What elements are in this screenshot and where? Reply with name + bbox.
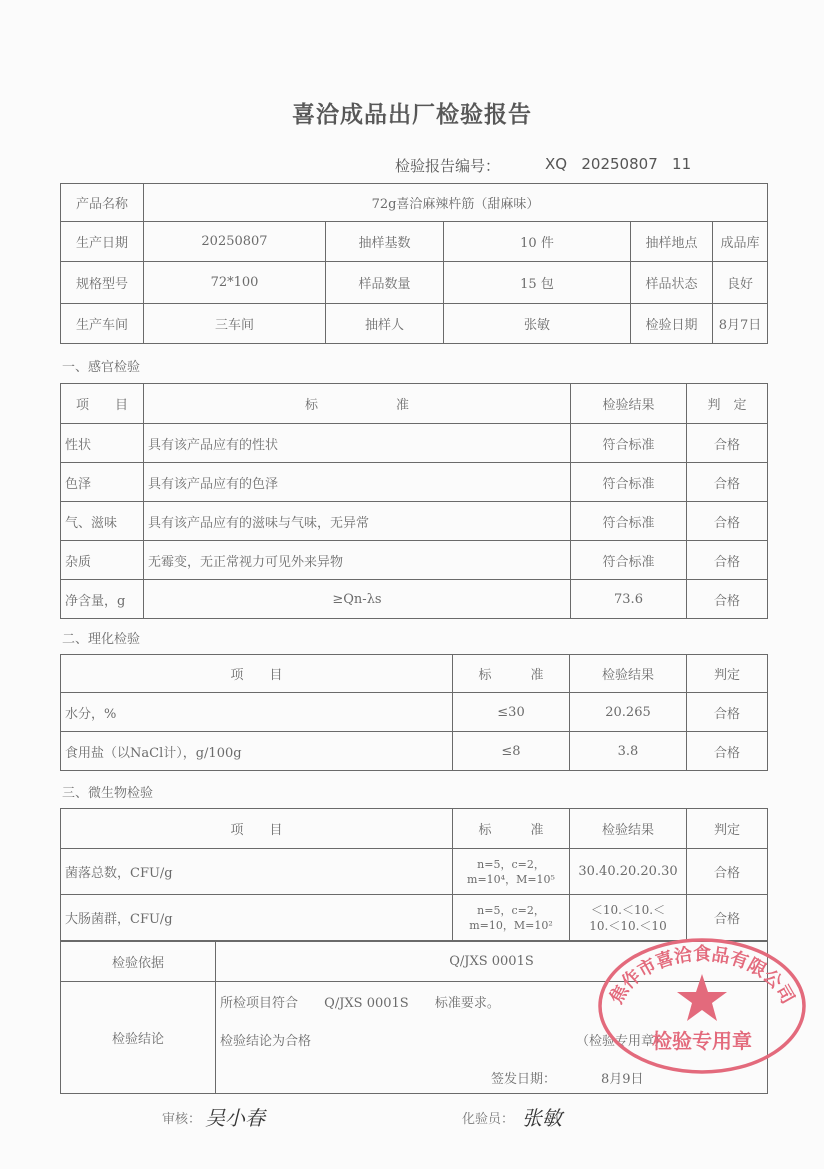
table-row <box>61 580 768 619</box>
sensory-standard: 具有该产品应有的滋味与气味，无异常 <box>144 502 571 541</box>
physchem-standard: ≤8 <box>453 732 570 771</box>
prod-date-value: 20250807 <box>144 222 326 262</box>
micro-result-line1: ＜10.＜10.＜ <box>590 902 666 917</box>
inspector-signature: 张敏 <box>522 1106 562 1130</box>
sensory-header-item: 项 目 <box>61 384 144 424</box>
sampler-label: 抽样人 <box>326 304 444 344</box>
sensory-judge: 合格 <box>687 463 768 502</box>
reviewer-label: 审核： <box>162 1112 202 1127</box>
micro-header-item: 项 目 <box>61 809 453 849</box>
report-number-label: 检验报告编号： <box>395 157 501 175</box>
sample-place-label: 抽样地点 <box>631 222 713 262</box>
report-number-value: XQ 20250807 11 <box>545 155 692 173</box>
inspector-label: 化验员： <box>462 1112 515 1127</box>
physchem-item: 水分，% <box>61 693 453 732</box>
conclusion-line1-a: 所检项目符合 <box>220 996 299 1011</box>
sample-place-value: 成品库 <box>713 222 768 262</box>
sensory-judge: 合格 <box>687 424 768 463</box>
physchem-standard: ≤30 <box>453 693 570 732</box>
physchem-section-title: 二、理化检验 <box>62 632 141 647</box>
sensory-judge: 合格 <box>687 502 768 541</box>
table-row <box>61 895 768 941</box>
conclusion-line1-b: Q/JXS 0001S <box>324 996 409 1011</box>
issue-date-value: 8月9日 <box>601 1072 644 1087</box>
sensory-header-standard: 标 准 <box>144 384 571 424</box>
micro-item: 大肠菌群，CFU/g <box>61 895 453 941</box>
sensory-header-result: 检验结果 <box>571 384 687 424</box>
sample-qty-value: 15 包 <box>444 262 631 304</box>
conclusion-line2: 检验结论为合格 <box>220 1034 312 1049</box>
product-name-value: 72g喜洽麻辣杵筋（甜麻味） <box>144 184 768 222</box>
issue-date-label: 签发日期： <box>491 1072 557 1087</box>
inspect-date-value: 8月7日 <box>713 304 768 344</box>
sensory-result: 73.6 <box>571 580 687 619</box>
table-row <box>61 541 768 580</box>
workshop-label: 生产车间 <box>61 304 144 344</box>
seal-note: （检验专用章） <box>576 1034 668 1049</box>
spec-label: 规格型号 <box>61 262 144 304</box>
product-info-table <box>60 183 768 344</box>
micro-judge: 合格 <box>687 849 768 895</box>
prod-date-label: 生产日期 <box>61 222 144 262</box>
physchem-judge: 合格 <box>687 732 768 771</box>
sample-state-label: 样品状态 <box>631 262 713 304</box>
micro-standard <box>453 849 570 895</box>
sensory-standard: 具有该产品应有的性状 <box>144 424 571 463</box>
basis-value: Q/JXS 0001S <box>216 942 768 982</box>
physchem-header-result: 检验结果 <box>570 655 687 693</box>
table-row <box>61 502 768 541</box>
sensory-judge: 合格 <box>687 580 768 619</box>
physchem-result: 20.265 <box>570 693 687 732</box>
micro-header-judge: 判定 <box>687 809 768 849</box>
micro-table <box>60 808 768 941</box>
company-seal <box>596 936 808 1076</box>
report-title: 喜洽成品出厂检验报告 <box>292 102 532 128</box>
report-number <box>395 155 692 176</box>
micro-section-title: 三、微生物检验 <box>62 786 154 801</box>
sample-base-label: 抽样基数 <box>326 222 444 262</box>
conclusion-line1-c: 标准要求。 <box>434 996 500 1011</box>
sensory-standard: ≥Qn-λs <box>144 580 571 619</box>
micro-header-result: 检验结果 <box>570 809 687 849</box>
sensory-item: 气、滋味 <box>61 502 144 541</box>
sensory-item: 色泽 <box>61 463 144 502</box>
sensory-item: 杂质 <box>61 541 144 580</box>
micro-judge: 合格 <box>687 895 768 941</box>
micro-result <box>570 849 687 895</box>
seal-star-icon <box>677 974 727 1021</box>
physchem-judge: 合格 <box>687 693 768 732</box>
physchem-item: 食用盐（以NaCl计），g/100g <box>61 732 453 771</box>
sensory-judge: 合格 <box>687 541 768 580</box>
product-name-label: 产品名称 <box>61 184 144 222</box>
micro-result <box>570 895 687 941</box>
micro-result-line2: 10.＜10.＜10 <box>589 918 667 933</box>
table-row <box>61 732 768 771</box>
physchem-result: 3.8 <box>570 732 687 771</box>
physchem-table <box>60 654 768 771</box>
table-row <box>61 693 768 732</box>
reviewer-signature: 吴小春 <box>205 1106 265 1130</box>
sensory-standard: 无霉变，无正常视力可见外来异物 <box>144 541 571 580</box>
physchem-header-judge: 判定 <box>687 655 768 693</box>
sensory-section-title: 一、感官检验 <box>62 360 141 375</box>
sensory-result: 符合标准 <box>571 541 687 580</box>
micro-header-standard: 标 准 <box>453 809 570 849</box>
inspect-date-label: 检验日期 <box>631 304 713 344</box>
micro-item: 菌落总数，CFU/g <box>61 849 453 895</box>
micro-standard-line2: m=10，M=10² <box>469 918 553 932</box>
basis-label: 检验依据 <box>61 942 216 982</box>
seal-org-text: 焦作市喜洽食品有限公司 <box>605 944 799 1008</box>
sensory-standard: 具有该产品应有的色泽 <box>144 463 571 502</box>
sampler-value: 张敏 <box>444 304 631 344</box>
sensory-item: 净含量，g <box>61 580 144 619</box>
sensory-result: 符合标准 <box>571 502 687 541</box>
micro-result-line1: 30.40.20.20.30 <box>578 864 678 879</box>
micro-standard-line1: n=5，c=2， <box>477 857 545 871</box>
micro-standard <box>453 895 570 941</box>
micro-standard-line2: m=10⁴，M=10⁵ <box>467 872 555 886</box>
sensory-item: 性状 <box>61 424 144 463</box>
sensory-table <box>60 383 768 619</box>
sample-qty-label: 样品数量 <box>326 262 444 304</box>
micro-standard-line1: n=5，c=2， <box>477 903 545 917</box>
conclusion-label: 检验结论 <box>61 982 216 1094</box>
table-row <box>61 849 768 895</box>
sample-base-value: 10 件 <box>444 222 631 262</box>
conclusion-line1 <box>220 992 500 1011</box>
sensory-header-judge: 判 定 <box>687 384 768 424</box>
table-row <box>61 463 768 502</box>
seal-purpose-text: 检验专用章 <box>652 1029 752 1053</box>
sensory-result: 符合标准 <box>571 463 687 502</box>
physchem-header-standard: 标 准 <box>453 655 570 693</box>
physchem-header-item: 项 目 <box>61 655 453 693</box>
sensory-result: 符合标准 <box>571 424 687 463</box>
spec-value: 72*100 <box>144 262 326 304</box>
workshop-value: 三车间 <box>144 304 326 344</box>
table-row <box>61 424 768 463</box>
sample-state-value: 良好 <box>713 262 768 304</box>
